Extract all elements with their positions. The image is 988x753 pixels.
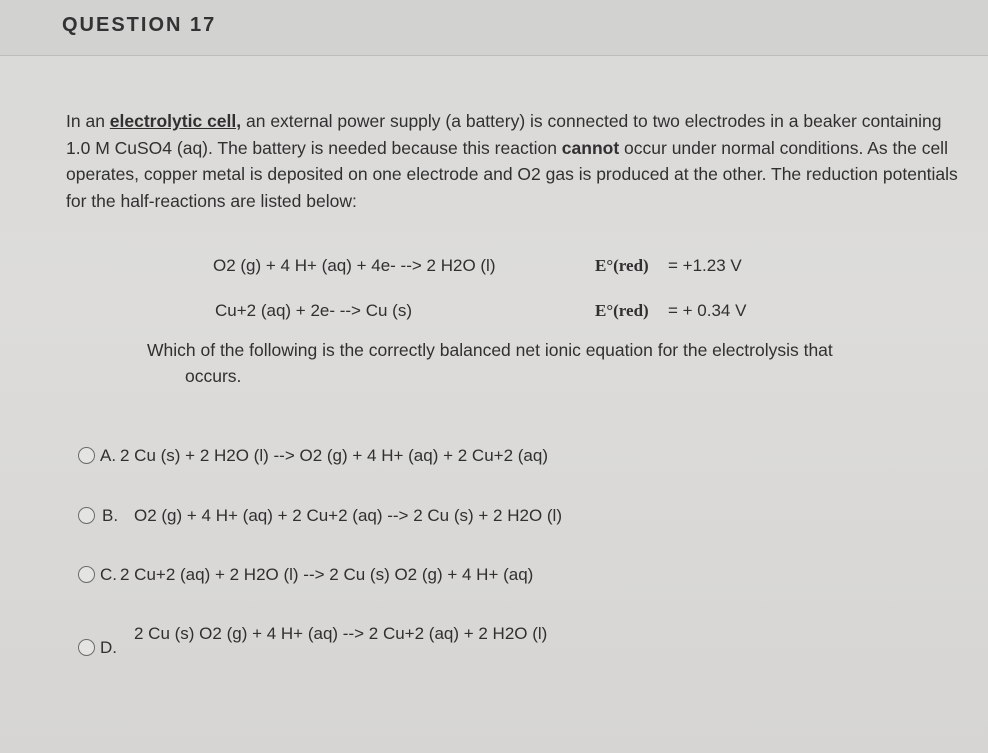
option-c-text: 2 Cu+2 (aq) + 2 H2O (l) --> 2 Cu (s) O2 (g) + 4 H+ (aq)	[120, 565, 534, 584]
cannot-emphasis: cannot	[561, 137, 620, 158]
option-d-letter: D.	[100, 638, 117, 657]
option-c-radio[interactable]	[78, 566, 95, 583]
half-reaction-2-eo-label: E°(red)	[595, 301, 649, 320]
electrolytic-cell-term: electrolytic cell,	[109, 111, 242, 131]
option-a-text: 2 Cu (s) + 2 H2O (l) --> O2 (g) + 4 H+ (aq) + 2 Cu+2 (aq)	[120, 446, 548, 465]
half-reaction-2-equation: Cu+2 (aq) + 2e- --> Cu (s)	[215, 301, 412, 320]
option-a-radio[interactable]	[78, 447, 95, 464]
half-reaction-1-potential: = +1.23 V	[668, 256, 742, 275]
option-b-text: O2 (g) + 4 H+ (aq) + 2 Cu+2 (aq) --> 2 Cu (s) + 2 H2O (l)	[134, 506, 562, 525]
option-c-letter: C.	[100, 565, 117, 584]
option-b-radio[interactable]	[78, 507, 95, 524]
question-intro-paragraph	[66, 108, 966, 214]
option-a-letter: A.	[100, 446, 117, 465]
half-reaction-1-eo-label: E°(red)	[595, 256, 649, 275]
intro-text-1: In an	[66, 111, 110, 131]
question-prompt	[147, 337, 977, 389]
option-d-text: 2 Cu (s) O2 (g) + 4 H+ (aq) --> 2 Cu+2 (aq) + 2 H2O (l)	[134, 624, 548, 643]
option-b-letter: B.	[102, 506, 119, 525]
half-reaction-1-equation: O2 (g) + 4 H+ (aq) + 4e- --> 2 H2O (l)	[213, 256, 496, 275]
option-d-radio[interactable]	[78, 639, 95, 656]
intro-text-2: an external power supply (a battery) is connected to two electrodes in a beaker containing 1.0 M CuSO4 (aq). The battery is needed because this reaction	[66, 111, 942, 158]
question-title: QUESTION 17	[62, 14, 217, 36]
question-line-2: occurs.	[185, 366, 242, 386]
question-header	[0, 0, 988, 56]
intro-text-3: occur under normal conditions. As the cell operates, copper metal is deposited on one electrode and O2 gas is produced at the other. The reduction potentials for the half-reactions are listed below:	[66, 137, 958, 211]
question-line-1: Which of the following is the correctly balanced net ionic equation for the electrolysis that	[147, 340, 833, 360]
half-reaction-2-potential: = + 0.34 V	[668, 301, 747, 320]
